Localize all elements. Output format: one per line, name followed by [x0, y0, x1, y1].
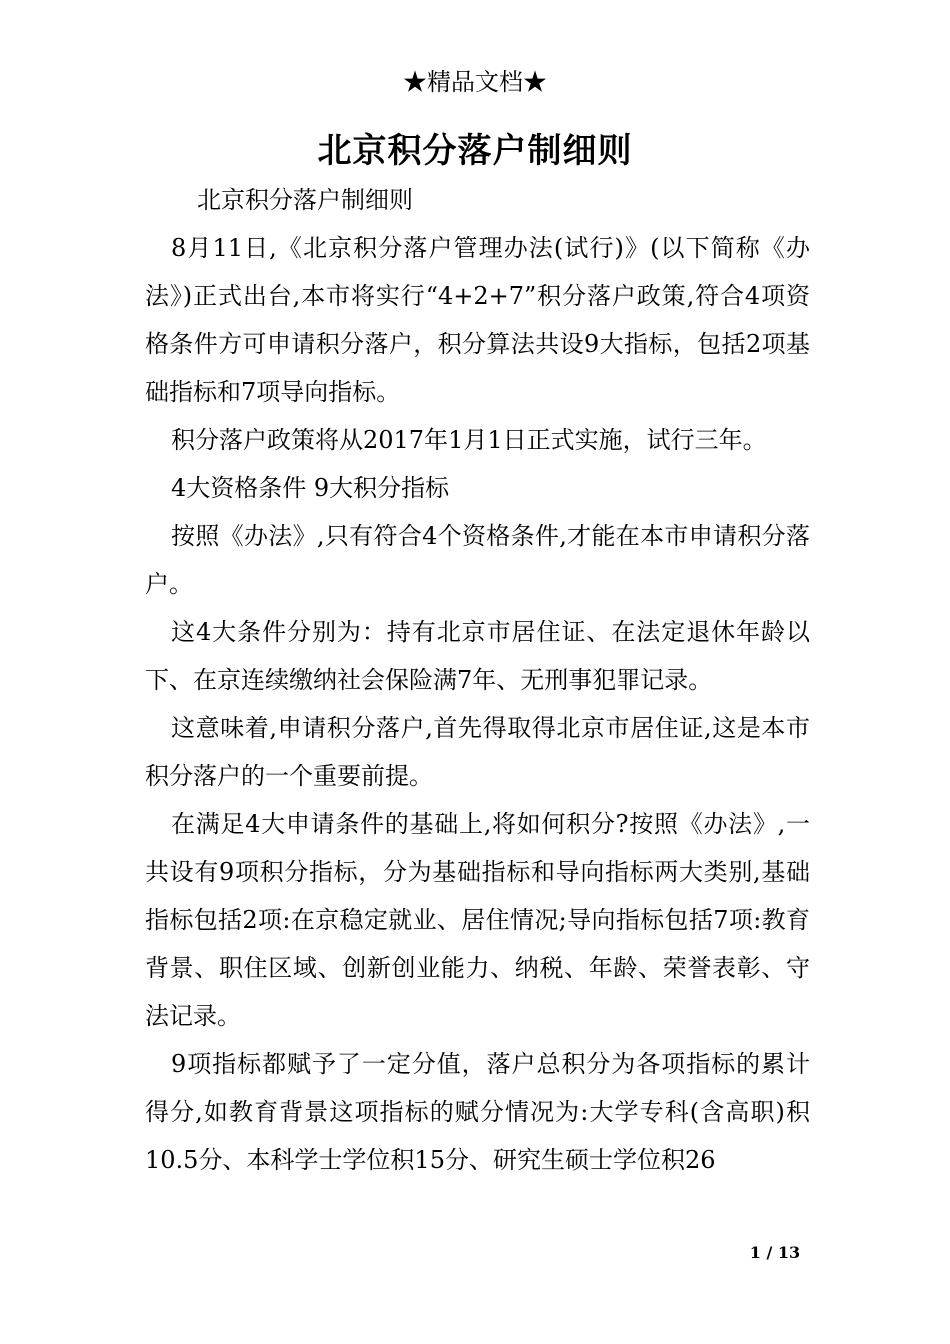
paragraph-3-heading: 4大资格条件 9大积分指标: [171, 474, 450, 502]
paragraph-5: 这4大条件分别为：持有北京市居住证、在法定退休年龄以下、在京连续缴纳社会保险满7年、无刑事犯罪记录。: [145, 618, 810, 694]
document-subtitle: 北京积分落户制细则: [197, 186, 413, 214]
paragraph-6: 这意味着,申请积分落户,首先得取得北京市居住证,这是本市积分落户的一个重要前提。: [145, 714, 810, 790]
document-title: 北京积分落户制细则: [317, 131, 633, 171]
paragraph-8: 9项指标都赋予了一定分值，落户总积分为各项指标的累计得分,如教育背景这项指标的赋分情况为:大学专科(含高职)积10.5分、本科学士学位积15分、研究生硕士学位积26: [145, 1050, 810, 1174]
page-header: ★精品文档★: [403, 68, 547, 96]
paragraph-1: 8月11日,《北京积分落户管理办法(试行)》(以下简称《办法》)正式出台,本市将实行“4+2+7”积分落户政策,符合4项资格条件方可申请积分落户，积分算法共设9大指标，包括2项基础指标和7项导向指标。: [145, 234, 810, 406]
paragraph-4: 按照《办法》,只有符合4个资格条件,才能在本市申请积分落户。: [145, 522, 810, 598]
paragraph-2: 积分落户政策将从2017年1月1日正式实施，试行三年。: [171, 426, 767, 454]
document-body: [145, 176, 810, 1184]
page-number: 1 / 13: [749, 1243, 801, 1262]
paragraph-7: 在满足4大申请条件的基础上,将如何积分?按照《办法》,一共设有9项积分指标，分为基础指标和导向指标两大类别,基础指标包括2项:在京稳定就业、居住情况;导向指标包括7项:教育背景、职住区域、创新创业能力、纳税、年龄、荣誉表彰、守法记录。: [145, 810, 810, 1030]
